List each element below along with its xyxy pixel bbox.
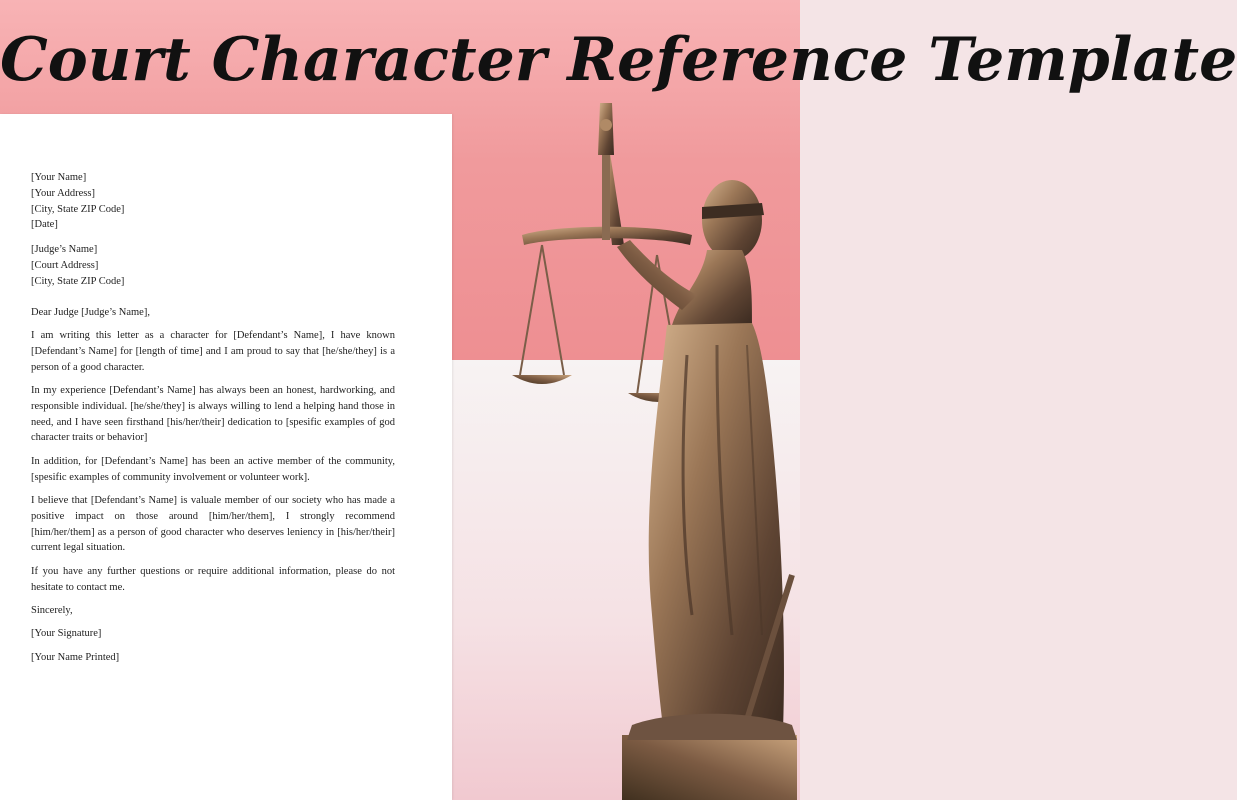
paragraph-2: In my experience [Defendant’s Name] has always been an honest, hardworking, and responsible individual. [he/she/they] is always willing to lend a helping hand those in need, and I have seen firsthand [his/her/their] dedication to [spesific examples of god character traits or behavior] <box>31 384 395 444</box>
closing: Sincerely, <box>31 604 73 616</box>
sender-name: [Your Name] <box>31 172 87 183</box>
court-city-line: [City, State ZIP Code] <box>31 275 125 287</box>
lady-justice-statue-icon <box>452 95 800 800</box>
printed-name-placeholder: [Your Name Printed] <box>31 651 120 663</box>
letter-date: [Date] <box>31 219 58 231</box>
sender-address <box>31 170 395 233</box>
letter-body <box>31 170 395 673</box>
letter-document <box>0 114 452 800</box>
paragraph-1: I am writing this letter as a character for [Defendant’s Name], I have known [Defendant’s Name] for [length of time] and I am proud to say that [he/she/they] is a person of a good character. <box>31 329 395 373</box>
court-address-line: [Court Address] <box>31 259 99 271</box>
sender-address-line: [Your Address] <box>31 187 95 199</box>
paragraph-4: I believe that [Defendant’s Name] is valuale member of our society who has made a positive impact on those around [him/her/them], I strongly recommend [him/her/them] as a person of good character who deserves leniency in [his/her/their] current legal situation. <box>31 494 395 554</box>
recipient-address <box>31 242 395 289</box>
signature-placeholder: [Your Signature] <box>31 628 102 640</box>
paragraph-3: In addition, for [Defendant’s Name] has been an active member of the community, [spesific examples of community involvement or volunteer work]. <box>31 455 395 483</box>
page-title: Court Character Reference Template <box>0 25 1237 95</box>
judge-name: [Judge’s Name] <box>31 244 98 256</box>
sender-city-line: [City, State ZIP Code] <box>31 203 125 215</box>
paragraph-5: If you have any further questions or require additional information, please do not hesitate to contact me. <box>31 565 395 593</box>
salutation: Dear Judge [Judge’s Name], <box>31 306 150 318</box>
